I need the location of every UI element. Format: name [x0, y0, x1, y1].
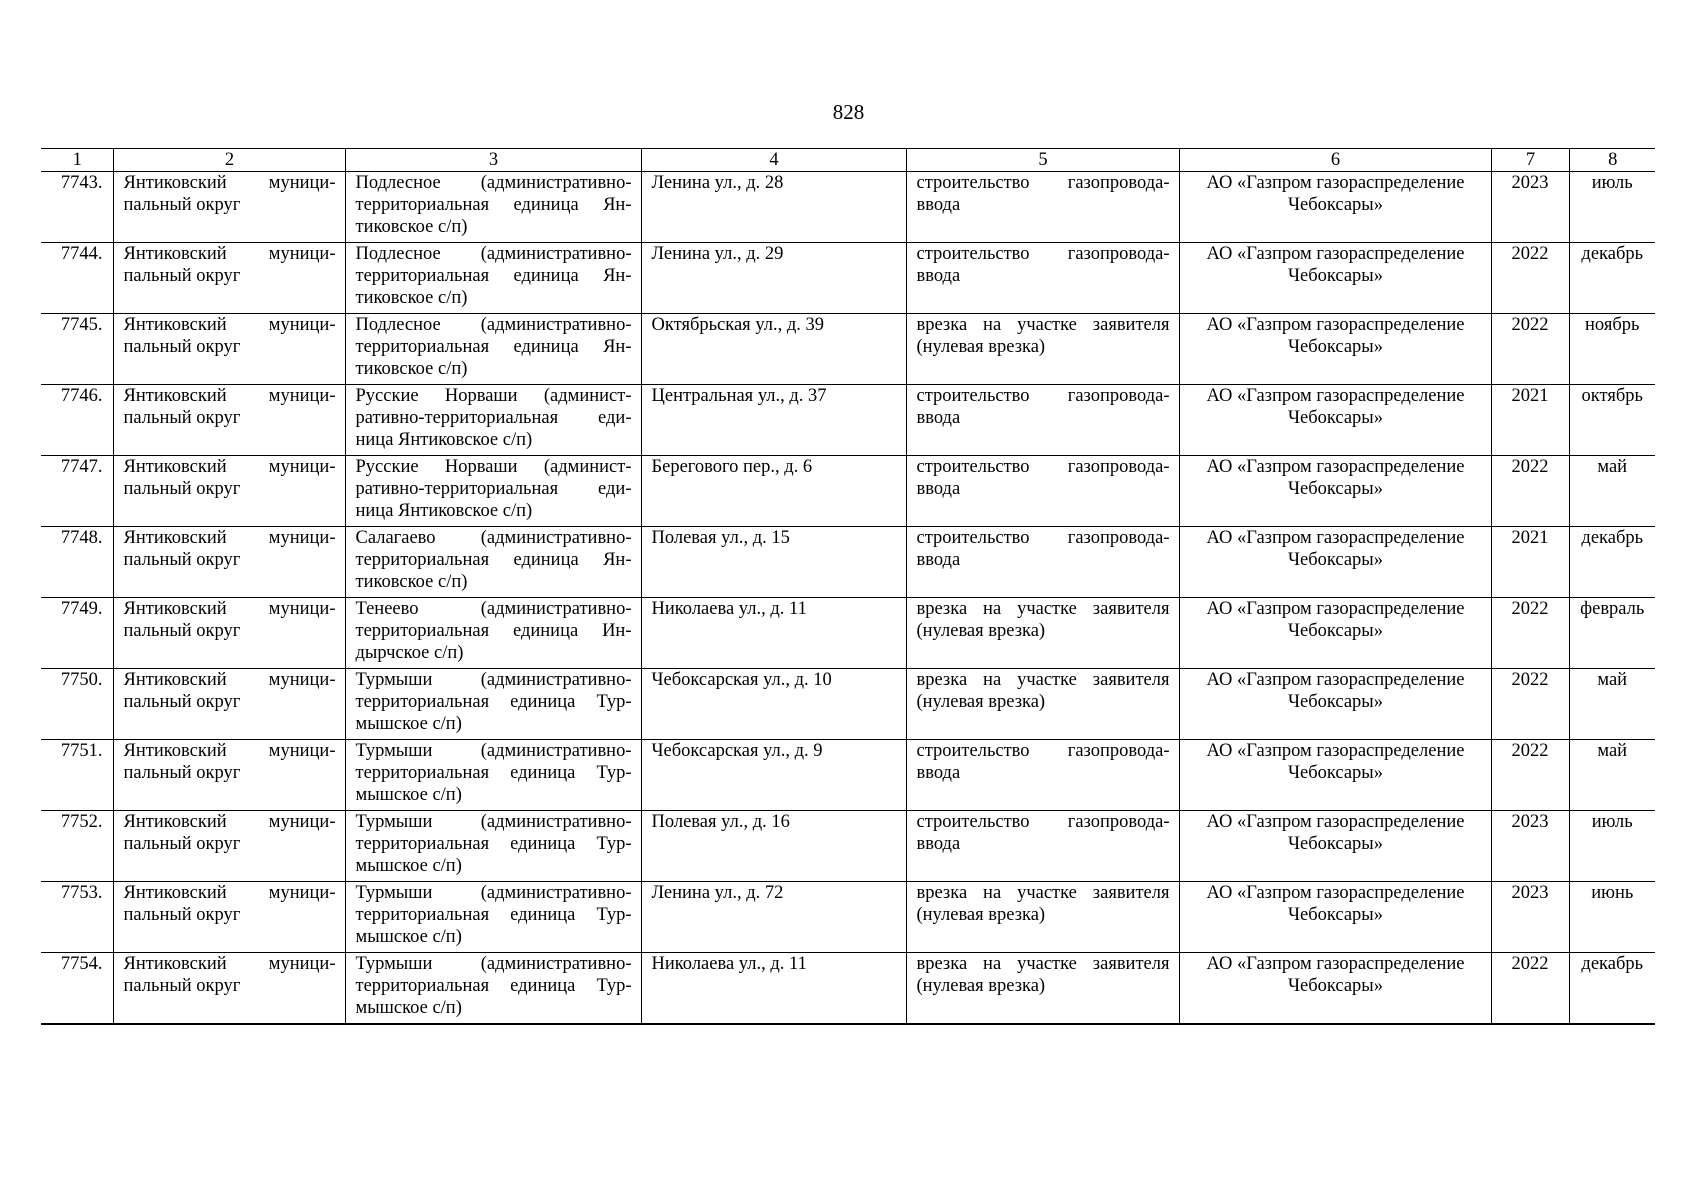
column-header: 4 [641, 149, 906, 172]
district-cell: Янтиковский муници-пальный округ [113, 385, 345, 456]
work-type-cell: врезка на участке заявителя (нулевая врезка) [906, 953, 1179, 1025]
address-cell: Ленина ул., д. 72 [641, 882, 906, 953]
district-cell: Янтиковский муници-пальный округ [113, 243, 345, 314]
table-row [41, 953, 1655, 1025]
month-cell: июль [1569, 811, 1655, 882]
year-cell: 2022 [1491, 669, 1569, 740]
settlement-cell: Подлесное (административно-территориальная единица Ян-тиковское с/п) [345, 172, 641, 243]
settlement-cell: Русские Норваши (админист-ративно-территориальная еди-ница Янтиковское с/п) [345, 456, 641, 527]
settlement-cell: Турмыши (административно-территориальная единица Тур-мышское с/п) [345, 811, 641, 882]
district-cell: Янтиковский муници-пальный округ [113, 669, 345, 740]
settlement-cell: Тенеево (административно-территориальная единица Ин-дырчское с/п) [345, 598, 641, 669]
address-cell: Полевая ул., д. 15 [641, 527, 906, 598]
district-cell: Янтиковский муници-пальный округ [113, 953, 345, 1025]
address-cell: Полевая ул., д. 16 [641, 811, 906, 882]
row-number: 7749. [41, 598, 113, 669]
organization-cell: АО «Газпром газораспределение Чебоксары» [1179, 527, 1491, 598]
organization-cell: АО «Газпром газораспределение Чебоксары» [1179, 740, 1491, 811]
year-cell: 2023 [1491, 811, 1569, 882]
organization-cell: АО «Газпром газораспределение Чебоксары» [1179, 314, 1491, 385]
table-row [41, 598, 1655, 669]
organization-cell: АО «Газпром газораспределение Чебоксары» [1179, 385, 1491, 456]
month-cell: май [1569, 456, 1655, 527]
work-type-cell: строительство газопровода-ввода [906, 243, 1179, 314]
district-cell: Янтиковский муници-пальный округ [113, 811, 345, 882]
row-number: 7752. [41, 811, 113, 882]
row-number: 7750. [41, 669, 113, 740]
organization-cell: АО «Газпром газораспределение Чебоксары» [1179, 456, 1491, 527]
table-row [41, 243, 1655, 314]
settlement-cell: Турмыши (административно-территориальная единица Тур-мышское с/п) [345, 740, 641, 811]
table-body [41, 172, 1655, 1025]
district-cell: Янтиковский муници-пальный округ [113, 598, 345, 669]
column-header: 1 [41, 149, 113, 172]
table-row [41, 385, 1655, 456]
row-number: 7748. [41, 527, 113, 598]
organization-cell: АО «Газпром газораспределение Чебоксары» [1179, 243, 1491, 314]
settlement-cell: Подлесное (административно-территориальная единица Ян-тиковское с/п) [345, 243, 641, 314]
table-row [41, 527, 1655, 598]
settlement-cell: Турмыши (административно-территориальная единица Тур-мышское с/п) [345, 882, 641, 953]
column-header: 6 [1179, 149, 1491, 172]
work-type-cell: строительство газопровода-ввода [906, 172, 1179, 243]
organization-cell: АО «Газпром газораспределение Чебоксары» [1179, 598, 1491, 669]
work-type-cell: строительство газопровода-ввода [906, 740, 1179, 811]
month-cell: декабрь [1569, 243, 1655, 314]
row-number: 7754. [41, 953, 113, 1025]
address-cell: Николаева ул., д. 11 [641, 953, 906, 1025]
column-header: 2 [113, 149, 345, 172]
column-header: 7 [1491, 149, 1569, 172]
table-row [41, 811, 1655, 882]
table-row [41, 740, 1655, 811]
year-cell: 2022 [1491, 598, 1569, 669]
district-cell: Янтиковский муници-пальный округ [113, 456, 345, 527]
row-number: 7745. [41, 314, 113, 385]
register-table [41, 148, 1655, 1025]
year-cell: 2023 [1491, 882, 1569, 953]
settlement-cell: Подлесное (административно-территориальная единица Ян-тиковское с/п) [345, 314, 641, 385]
work-type-cell: строительство газопровода-ввода [906, 811, 1179, 882]
row-number: 7744. [41, 243, 113, 314]
work-type-cell: врезка на участке заявителя (нулевая врезка) [906, 598, 1179, 669]
month-cell: май [1569, 740, 1655, 811]
row-number: 7747. [41, 456, 113, 527]
work-type-cell: строительство газопровода-ввода [906, 527, 1179, 598]
row-number: 7746. [41, 385, 113, 456]
address-cell: Ленина ул., д. 28 [641, 172, 906, 243]
row-number: 7751. [41, 740, 113, 811]
year-cell: 2022 [1491, 243, 1569, 314]
row-number: 7753. [41, 882, 113, 953]
settlement-cell: Салагаево (административно-территориальная единица Ян-тиковское с/п) [345, 527, 641, 598]
column-number-row [41, 149, 1655, 172]
table-row [41, 882, 1655, 953]
organization-cell: АО «Газпром газораспределение Чебоксары» [1179, 953, 1491, 1025]
table-row [41, 456, 1655, 527]
year-cell: 2022 [1491, 740, 1569, 811]
month-cell: июнь [1569, 882, 1655, 953]
month-cell: октябрь [1569, 385, 1655, 456]
month-cell: февраль [1569, 598, 1655, 669]
organization-cell: АО «Газпром газораспределение Чебоксары» [1179, 172, 1491, 243]
page-number: 828 [832, 100, 865, 124]
table-row [41, 669, 1655, 740]
district-cell: Янтиковский муници-пальный округ [113, 172, 345, 243]
table-row [41, 172, 1655, 243]
work-type-cell: врезка на участке заявителя (нулевая врезка) [906, 669, 1179, 740]
year-cell: 2021 [1491, 527, 1569, 598]
work-type-cell: врезка на участке заявителя (нулевая врезка) [906, 314, 1179, 385]
organization-cell: АО «Газпром газораспределение Чебоксары» [1179, 882, 1491, 953]
year-cell: 2022 [1491, 953, 1569, 1025]
work-type-cell: строительство газопровода-ввода [906, 385, 1179, 456]
settlement-cell: Турмыши (административно-территориальная единица Тур-мышское с/п) [345, 669, 641, 740]
address-cell: Чебоксарская ул., д. 9 [641, 740, 906, 811]
address-cell: Чебоксарская ул., д. 10 [641, 669, 906, 740]
work-type-cell: врезка на участке заявителя (нулевая врезка) [906, 882, 1179, 953]
column-header: 8 [1569, 149, 1655, 172]
month-cell: декабрь [1569, 527, 1655, 598]
column-header: 5 [906, 149, 1179, 172]
organization-cell: АО «Газпром газораспределение Чебоксары» [1179, 669, 1491, 740]
table-row [41, 314, 1655, 385]
year-cell: 2022 [1491, 314, 1569, 385]
column-header: 3 [345, 149, 641, 172]
month-cell: июль [1569, 172, 1655, 243]
organization-cell: АО «Газпром газораспределение Чебоксары» [1179, 811, 1491, 882]
address-cell: Октябрьская ул., д. 39 [641, 314, 906, 385]
settlement-cell: Русские Норваши (админист-ративно-территориальная еди-ница Янтиковское с/п) [345, 385, 641, 456]
year-cell: 2022 [1491, 456, 1569, 527]
settlement-cell: Турмыши (административно-территориальная единица Тур-мышское с/п) [345, 953, 641, 1025]
month-cell: ноябрь [1569, 314, 1655, 385]
address-cell: Ленина ул., д. 29 [641, 243, 906, 314]
work-type-cell: строительство газопровода-ввода [906, 456, 1179, 527]
address-cell: Николаева ул., д. 11 [641, 598, 906, 669]
district-cell: Янтиковский муници-пальный округ [113, 527, 345, 598]
district-cell: Янтиковский муници-пальный округ [113, 882, 345, 953]
district-cell: Янтиковский муници-пальный округ [113, 314, 345, 385]
month-cell: май [1569, 669, 1655, 740]
year-cell: 2023 [1491, 172, 1569, 243]
district-cell: Янтиковский муници-пальный округ [113, 740, 345, 811]
address-cell: Берегового пер., д. 6 [641, 456, 906, 527]
year-cell: 2021 [1491, 385, 1569, 456]
address-cell: Центральная ул., д. 37 [641, 385, 906, 456]
month-cell: декабрь [1569, 953, 1655, 1025]
row-number: 7743. [41, 172, 113, 243]
